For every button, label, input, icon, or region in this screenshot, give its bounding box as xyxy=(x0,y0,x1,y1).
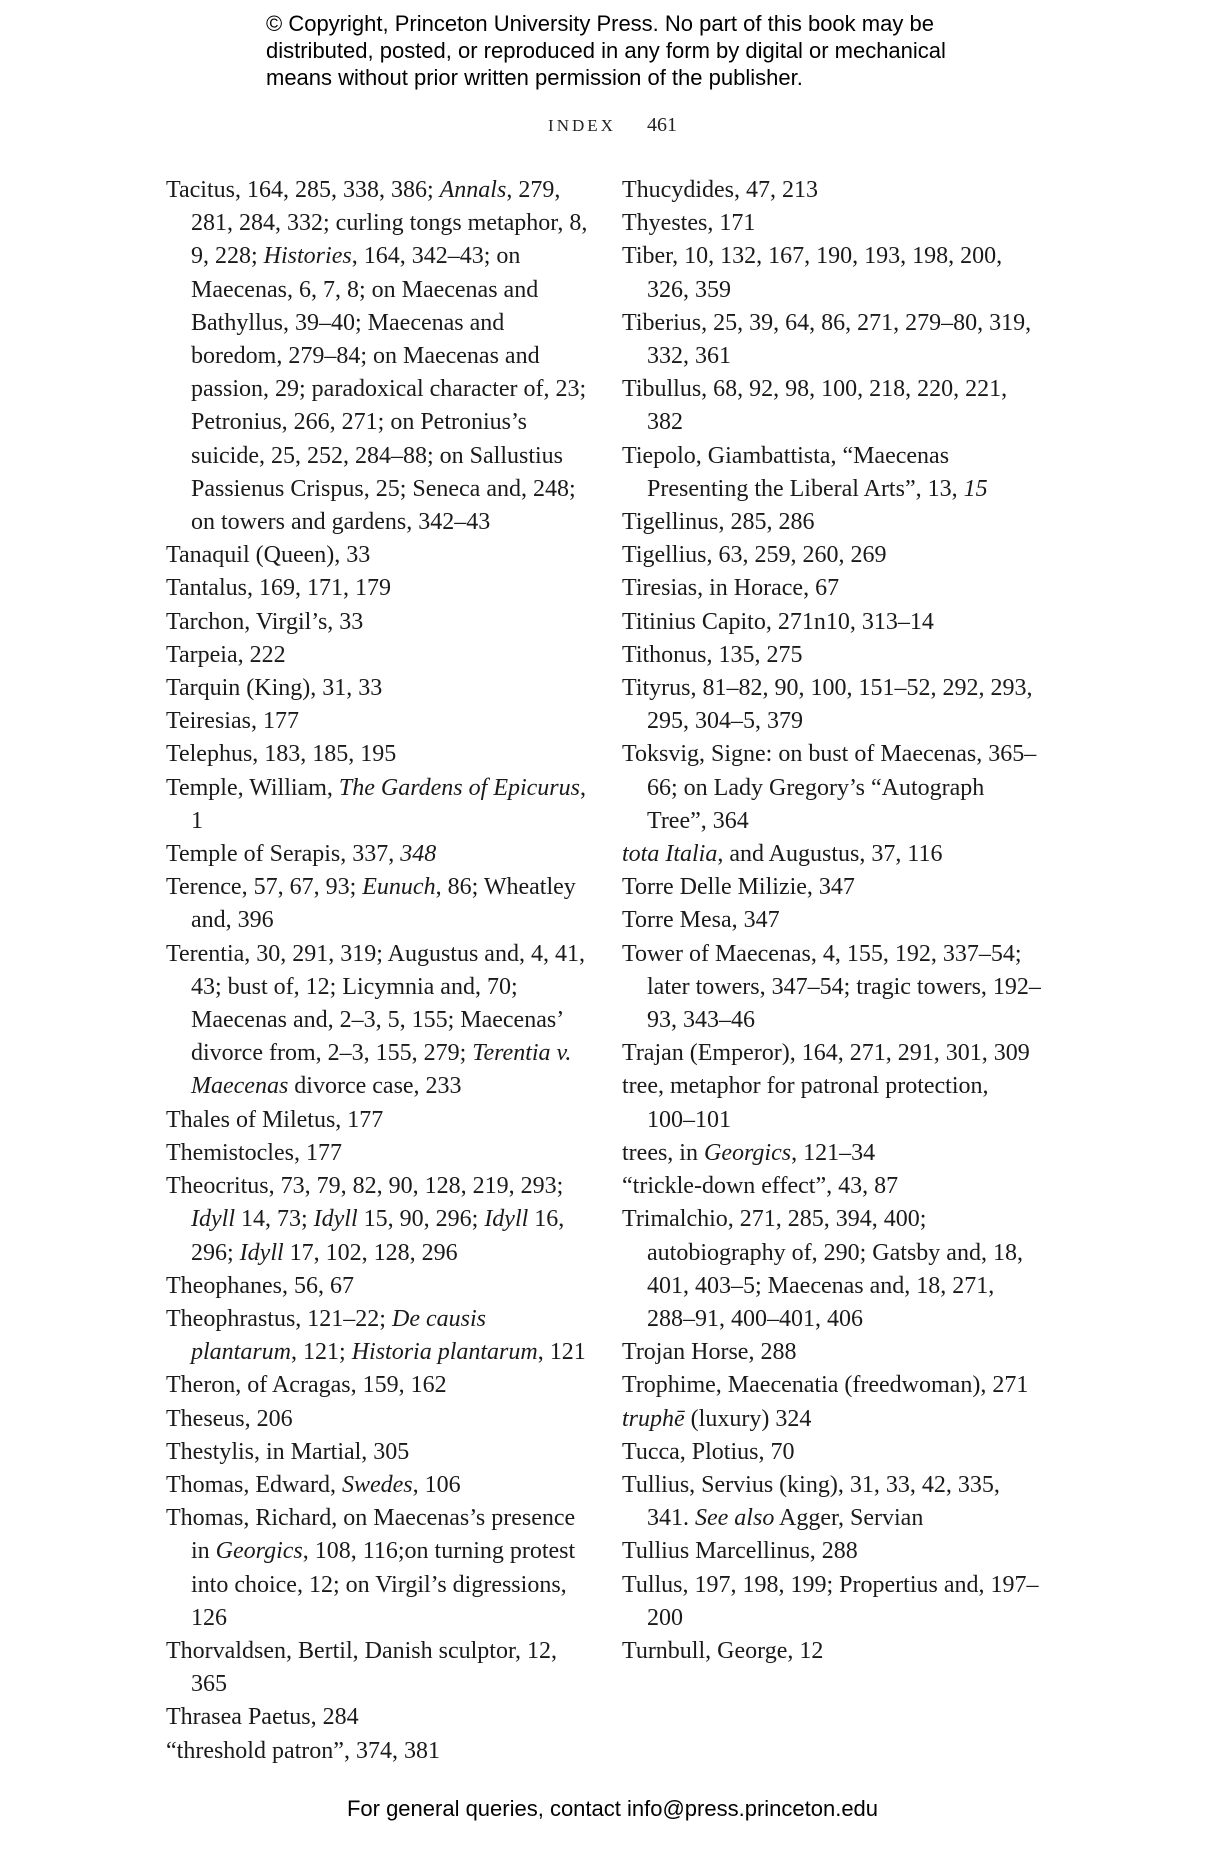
index-entry-text: Themistocles, 177 xyxy=(166,1139,342,1166)
index-entry-text: trees, in xyxy=(622,1139,704,1166)
index-entry xyxy=(166,1170,591,1270)
index-entry xyxy=(622,1070,1042,1136)
index-entry-text: Tiber, 10, 132, 167, 190, 193, 198, 200, 326, 359 xyxy=(622,243,1003,303)
index-entry xyxy=(166,738,591,771)
index-entry xyxy=(166,705,591,738)
index-entry-text: Trophime, Maecenatia (freedwoman), 271 xyxy=(622,1372,1029,1399)
index-entry-text: tree, metaphor for patronal protection, 100–101 xyxy=(622,1073,989,1133)
index-entry-text: Terentia, 30, 291, 319; Augustus and, 4, 41, 43; bust of, 12; Licymnia and, 70; Maecenas and, 2–3, 5, 155; Maecenas’ divorce from, 2–3, 155, 279; xyxy=(166,940,585,1067)
index-entry xyxy=(622,838,1042,871)
index-entry xyxy=(622,1469,1042,1535)
index-entry-text: Tarchon, Virgil’s, 33 xyxy=(166,608,364,635)
index-entry xyxy=(622,1535,1042,1568)
index-entry-text: Idyll xyxy=(313,1206,358,1233)
index-entry xyxy=(166,639,591,672)
index-entry xyxy=(166,1303,591,1369)
index-entry xyxy=(166,1469,591,1502)
index-entry xyxy=(622,672,1042,738)
index-entry-text: , 279, 281, 284, 332; curling tongs metaphor, 8, 9, 228; xyxy=(191,177,588,270)
index-entry-text: 348 xyxy=(400,841,437,868)
index-entry xyxy=(166,1403,591,1436)
index-entry xyxy=(166,1436,591,1469)
index-entry-text: Tibullus, 68, 92, 98, 100, 218, 220, 221, 382 xyxy=(622,376,1008,436)
index-entry-text: Toksvig, Signe: on bust of Maecenas, 365–66; on Lady Gregory’s “Autograph Tree”, 364 xyxy=(622,741,1037,834)
index-entry-text: Torre Mesa, 347 xyxy=(622,907,780,934)
index-entry-text: Thyestes, 171 xyxy=(622,210,756,237)
index-entry xyxy=(622,938,1042,1038)
index-entry xyxy=(166,606,591,639)
index-entry-text: 14, 73; xyxy=(234,1206,314,1233)
index-entry-text: , and Augustus, 37, 116 xyxy=(717,841,943,868)
index-entry xyxy=(622,440,1042,506)
index-entry-text: Thomas, Richard, on Maecenas’s presence in xyxy=(166,1505,576,1565)
index-entry-text: Theseus, 206 xyxy=(166,1405,293,1432)
index-entry-text: Tullius Marcellinus, 288 xyxy=(622,1538,858,1565)
index-entry-text: Theophanes, 56, 67 xyxy=(166,1272,354,1299)
index-entry xyxy=(622,871,1042,904)
index-entry xyxy=(622,1369,1042,1402)
index-entry xyxy=(166,871,591,937)
index-entry-text: Teiresias, 177 xyxy=(166,708,299,735)
index-entry xyxy=(166,539,591,572)
index-entry-text: Tityrus, 81–82, 90, 100, 151–52, 292, 293, 295, 304–5, 379 xyxy=(622,675,1033,735)
index-entry-text: 17, 102, 128, 296 xyxy=(283,1239,458,1266)
index-entry xyxy=(622,1170,1042,1203)
index-entry xyxy=(622,1336,1042,1369)
index-entry-text: , 1 xyxy=(191,774,586,834)
index-entry xyxy=(622,174,1042,207)
page-number: 461 xyxy=(646,114,677,136)
index-entry-text: , 86; Wheatley and, 396 xyxy=(191,874,576,934)
index-entry xyxy=(622,639,1042,672)
index-entry-text: Theron, of Acragas, 159, 162 xyxy=(166,1372,447,1399)
copyright-line: means without prior written permission of the publisher. xyxy=(266,65,803,90)
index-entry-text: Tiberius, 25, 39, 64, 86, 271, 279–80, 319, 332, 361 xyxy=(622,309,1032,370)
index-entry-text: (luxury) 324 xyxy=(684,1405,812,1432)
index-entry xyxy=(622,307,1042,373)
index-entry-text: Tantalus, 169, 171, 179 xyxy=(166,575,391,602)
index-entry-text: , 164, 342–43; on Maecenas, 6, 7, 8; on Maecenas and Bathyllus, 39–40; Maecenas and boredom, 279–84; on Maecenas and passion, 29; paradoxical character of, 23; Petronius, 266, 271; on Petronius’s suicide, 25, 252, 284–88; on Sallustius Passienus Crispus, 25; Seneca and, 248; on towers and gardens, 342–43 xyxy=(191,243,587,536)
index-entry-text: Tithonus, 135, 275 xyxy=(622,641,803,668)
index-entry-text: Idyll xyxy=(239,1239,284,1266)
index-entry-text: , 121 xyxy=(537,1339,586,1366)
index-entry xyxy=(166,1635,591,1701)
index-entry-text: Torre Delle Milizie, 347 xyxy=(622,874,855,901)
index-entry xyxy=(166,1735,591,1768)
index-entry-text: Thomas, Edward, xyxy=(166,1471,342,1498)
index-entry xyxy=(622,1635,1042,1668)
index-entry xyxy=(622,1436,1042,1469)
index-entry-text: Georgics xyxy=(703,1139,792,1166)
copyright-notice xyxy=(266,10,1026,91)
index-entry xyxy=(166,672,591,705)
copyright-line: © Copyright, Princeton University Press. No part of this book may be xyxy=(266,11,934,36)
index-entry-text: Idyll xyxy=(484,1206,529,1233)
index-entry xyxy=(166,1270,591,1303)
index-entry xyxy=(622,738,1042,838)
index-entry-text: Annals xyxy=(439,177,507,203)
index-entry-text: De causis plantarum xyxy=(191,1305,486,1366)
index-entry-text: Tullius, Servius (king), 31, 33, 42, 335, 341. xyxy=(622,1471,1000,1532)
index-entry-text: Thales of Miletus, 177 xyxy=(166,1106,384,1133)
index-column-left xyxy=(166,174,591,1768)
index-entry xyxy=(622,1403,1042,1436)
index-entry xyxy=(166,1369,591,1402)
index-entry-text: Thestylis, in Martial, 305 xyxy=(166,1438,410,1465)
index-entry-text: Tiepolo, Giambattista, “Maecenas Presenting the Liberal Arts”, 13, xyxy=(622,442,964,502)
index-entry xyxy=(166,1701,591,1734)
index-entry-text: Tigellius, 63, 259, 260, 269 xyxy=(622,542,887,569)
index-entry-text: Temple of Serapis, 337, xyxy=(166,841,401,868)
index-entry xyxy=(166,1104,591,1137)
index-entry xyxy=(166,938,591,1104)
index-entry-text: Agger, Servian xyxy=(774,1505,924,1532)
index-entry-text: Tigellinus, 285, 286 xyxy=(622,509,815,536)
index-entry-text: Trojan Horse, 288 xyxy=(622,1339,797,1366)
index-entry-text: Tacitus, 164, 285, 338, 386; xyxy=(166,177,440,203)
index-entry-text: Thorvaldsen, Bertil, Danish sculptor, 12, 365 xyxy=(166,1637,557,1698)
index-entry-text: 15 xyxy=(963,475,988,502)
index-entry xyxy=(622,904,1042,937)
index-entry-text: Trajan (Emperor), 164, 271, 291, 301, 309 xyxy=(622,1040,1030,1067)
index-entry xyxy=(622,207,1042,240)
index-entry-text: Turnbull, George, 12 xyxy=(622,1637,824,1664)
index-entry-text: Thrasea Paetus, 284 xyxy=(166,1704,359,1731)
running-head-label: INDEX xyxy=(548,116,616,135)
index-entry xyxy=(622,606,1042,639)
index-entry-text: 15, 90, 296; xyxy=(357,1206,485,1233)
index-entry xyxy=(622,572,1042,605)
index-entry-text: Tullus, 197, 198, 199; Propertius and, 197–200 xyxy=(622,1571,1039,1631)
index-entry-text: Tower of Maecenas, 4, 155, 192, 337–54; later towers, 347–54; tragic towers, 192–93, 343–46 xyxy=(622,940,1041,1034)
index-entry-text: Tiresias, in Horace, 67 xyxy=(622,575,840,602)
index-entry-text: Terentia v. Maecenas xyxy=(191,1040,572,1100)
index-entry-text: , 106 xyxy=(412,1471,461,1498)
index-entry-text: The Gardens of Epicurus xyxy=(338,774,580,801)
index-entry-text: Swedes xyxy=(341,1471,413,1498)
index-entry xyxy=(166,572,591,605)
index-entry xyxy=(166,1502,591,1635)
index-entry xyxy=(166,772,591,838)
index-entry-text: , 121; xyxy=(291,1339,352,1366)
index-entry-text: Theocritus, 73, 79, 82, 90, 128, 219, 293; xyxy=(166,1173,564,1200)
index-entry-text: Terence, 57, 67, 93; xyxy=(166,874,363,901)
index-entry-text: tota Italia xyxy=(622,841,718,868)
index-entry-text: Theophrastus, 121–22; xyxy=(166,1305,392,1332)
index-entry-text: Trimalchio, 271, 285, 394, 400; autobiography of, 290; Gatsby and, 18, 401, 403–5; Maecenas and, 18, 271, 288–91, 400–401, 406 xyxy=(622,1206,1023,1332)
index-entry-text: Tarpeia, 222 xyxy=(166,641,286,668)
copyright-line: distributed, posted, or reproduced in any form by digital or mechanical xyxy=(266,38,946,63)
index-entry xyxy=(166,174,591,539)
index-entry-text: Histories xyxy=(263,243,352,270)
index-entry-text: Temple, William, xyxy=(166,774,339,801)
index-entry-text: Eunuch xyxy=(362,874,436,901)
index-entry-text: Titinius Capito, 271n10, 313–14 xyxy=(622,608,934,635)
index-entry-text: truphē xyxy=(622,1405,685,1432)
index-entry xyxy=(166,1137,591,1170)
index-entry-text: , 121–34 xyxy=(791,1139,876,1166)
index-entry-text: Historia plantarum xyxy=(351,1339,538,1366)
index-entry-text: Tanaquil (Queen), 33 xyxy=(166,542,371,569)
index-entry-text: Telephus, 183, 185, 195 xyxy=(166,741,397,768)
index-entry-text: “threshold patron”, 374, 381 xyxy=(166,1737,440,1764)
footer-contact: For general queries, contact info@press.princeton.edu xyxy=(346,1796,879,1821)
index-entry xyxy=(622,539,1042,572)
index-entry-text: Thucydides, 47, 213 xyxy=(622,177,818,203)
index-entry-text: “trickle-down effect”, 43, 87 xyxy=(622,1173,899,1200)
running-head xyxy=(0,114,1225,137)
index-entry xyxy=(622,1203,1042,1336)
index-entry xyxy=(622,240,1042,306)
index-entry-text: , 108, 116;on turning protest into choice, 12; on Virgil’s digressions, 126 xyxy=(191,1538,576,1631)
index-entry xyxy=(622,1569,1042,1635)
index-entry xyxy=(166,838,591,871)
index-entry xyxy=(622,373,1042,439)
index-entry-text: Idyll xyxy=(191,1206,235,1233)
index-entry-text: Tarquin (King), 31, 33 xyxy=(166,675,383,702)
index-entry xyxy=(622,506,1042,539)
index-entry xyxy=(622,1037,1042,1070)
index-entry-text: See also xyxy=(695,1505,775,1532)
index-entry xyxy=(622,1137,1042,1170)
index-column-right xyxy=(622,174,1042,1668)
index-entry-text: Georgics xyxy=(215,1538,303,1565)
index-entry-text: 16, 296; xyxy=(191,1206,565,1266)
index-entry-text: divorce case, 233 xyxy=(288,1073,462,1100)
index-entry-text: Tucca, Plotius, 70 xyxy=(622,1438,795,1465)
